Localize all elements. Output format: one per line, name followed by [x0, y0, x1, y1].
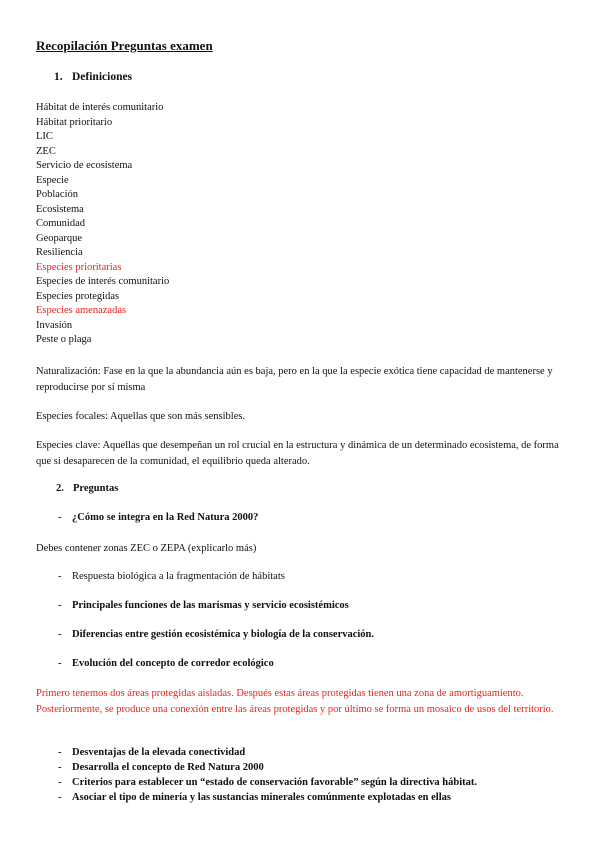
question-item — [58, 629, 374, 640]
section-number: 2. — [56, 483, 64, 494]
section-heading-text: Definiciones — [72, 71, 133, 83]
dash-bullet: - — [58, 792, 62, 803]
term-item: Invasión — [36, 319, 73, 331]
naturalizacion-paragraph: Naturalización: Fase en la que la abundancia aún es baja, pero en la que la especie exótica tiene capacidad de mantenerse y reproducirse por sí misma — [36, 366, 553, 393]
dash-bullet: - — [58, 600, 62, 611]
section-heading-text: Preguntas — [73, 483, 119, 494]
term-item: Resiliencia — [36, 247, 83, 258]
question-item — [58, 760, 477, 775]
term-item: Población — [36, 189, 78, 200]
question-item — [58, 600, 349, 611]
question-item — [58, 571, 285, 582]
question-list — [58, 745, 477, 805]
term-item-highlighted: Especies amenazadas — [36, 305, 127, 316]
term-item: Servicio de ecosistema — [36, 160, 133, 171]
question-text: ¿Cómo se integra en la Red Natura 2000? — [72, 512, 259, 523]
term-item: LIC — [36, 131, 53, 142]
question-text: Desventajas de la elevada conectividad — [72, 747, 246, 758]
section-heading-preguntas — [56, 483, 118, 494]
especies-focales-paragraph: Especies focales: Aquellas que son más sensibles. — [36, 411, 246, 422]
section-heading-definiciones — [54, 71, 132, 83]
question-text: Diferencias entre gestión ecosistémica y biología de la conservación. — [72, 629, 375, 640]
term-item-highlighted: Especies prioritarias — [36, 261, 122, 273]
question-text: Criterios para establecer un “estado de conservación favorable” según la directiva hábitat. — [72, 777, 477, 788]
question-text: Respuesta biológica a la fragmentación de hábitats — [72, 571, 285, 582]
term-item: Ecosistema — [36, 203, 84, 215]
dash-bullet: - — [58, 512, 62, 523]
term-item: Especies de interés comunitario — [36, 276, 170, 287]
question-item — [58, 790, 477, 805]
question-text: Principales funciones de las marismas y servicio ecosistémicos — [72, 600, 349, 611]
question-item — [58, 745, 477, 760]
question-item — [58, 658, 274, 669]
term-item: Especies protegidas — [36, 290, 120, 302]
term-item: Comunidad — [36, 218, 85, 229]
term-item: Hábitat prioritario — [36, 116, 113, 128]
terms-list — [36, 101, 169, 348]
section-number: 1. — [54, 71, 63, 83]
question-text: Desarrolla el concepto de Red Natura 2000 — [72, 762, 264, 773]
question-item — [58, 775, 477, 790]
dash-bullet: - — [58, 629, 62, 640]
dash-bullet: - — [58, 777, 62, 788]
dash-bullet: - — [58, 658, 62, 669]
term-item: Hábitat de interés comunitario — [36, 102, 164, 113]
especies-clave-paragraph: Especies clave: Aquellas que desempeñan un rol crucial en la estructura y dinámica de un determinado ecosistema, de forma que si desaparecen de la comunidad, el equilibrio queda alterado. — [36, 440, 559, 467]
term-item: Especie — [36, 174, 69, 186]
dash-bullet: - — [58, 747, 62, 758]
question-item — [58, 512, 258, 523]
document-title: Recopilación Preguntas examen — [36, 38, 213, 53]
answer-paragraph: Debes contener zonas ZEC o ZEPA (explicarlo más) — [36, 543, 257, 554]
question-text: Evolución del concepto de corredor ecológico — [72, 658, 274, 669]
dash-bullet: - — [58, 571, 62, 582]
answer-paragraph-highlighted: Primero tenemos dos áreas protegidas aisladas. Después estas áreas protegidas tienen una zona de amortiguamiento. Posteriormente, se produce una conexión entre las áreas protegidas y por último se forma un mosaico de usos del territorio. — [36, 688, 554, 715]
dash-bullet: - — [58, 762, 62, 773]
question-text: Asociar el tipo de minería y las sustancias minerales comúnmente explotadas en ellas — [72, 792, 451, 803]
term-item: ZEC — [36, 145, 56, 157]
term-item: Geoparque — [36, 232, 83, 244]
term-item: Peste o plaga — [36, 334, 92, 345]
